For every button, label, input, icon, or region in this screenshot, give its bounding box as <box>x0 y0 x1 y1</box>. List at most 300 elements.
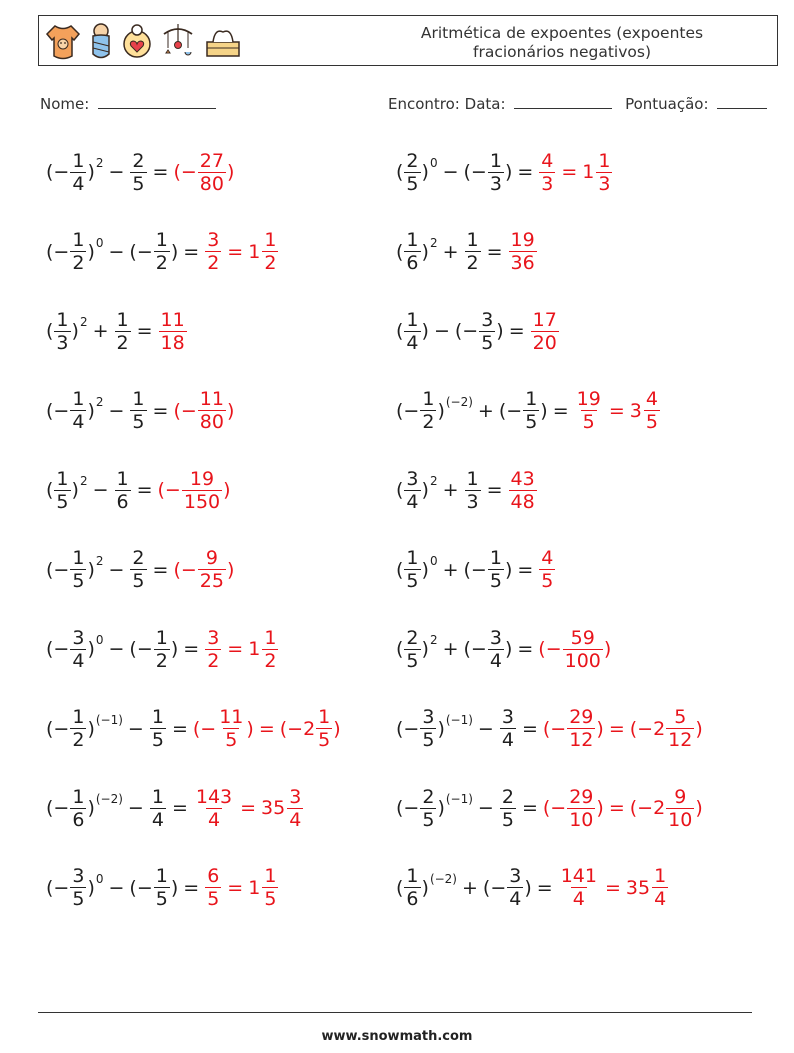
problem-12 <box>396 545 556 595</box>
problem-20 <box>396 863 669 913</box>
answer-fraction <box>575 388 603 433</box>
fraction <box>420 786 436 831</box>
answer-fraction <box>194 786 234 831</box>
answer-paren: (− <box>173 161 197 183</box>
answer-fraction <box>539 547 555 592</box>
denominator: 5 <box>406 570 419 592</box>
problem-4 <box>396 227 538 277</box>
paren: ) <box>421 479 429 501</box>
paren: ) <box>421 320 429 342</box>
answer-paren: ) <box>596 797 604 819</box>
exponent: 2 <box>79 474 88 488</box>
fraction <box>404 468 420 513</box>
numerator: 3 <box>481 308 494 331</box>
fraction <box>150 706 166 751</box>
bodysuit-icon <box>45 22 81 62</box>
paren: (− <box>463 558 487 581</box>
answer-paren: ) <box>226 161 235 183</box>
numerator: 17 <box>532 308 557 331</box>
denominator: 5 <box>225 729 238 751</box>
denominator: 4 <box>654 888 667 910</box>
fraction <box>500 706 516 751</box>
denominator: 25 <box>199 570 224 592</box>
denominator: 10 <box>569 808 594 831</box>
paren: ) <box>421 161 429 183</box>
numerator: 27 <box>199 149 224 172</box>
denominator: 6 <box>406 888 419 910</box>
denominator: 150 <box>183 490 221 513</box>
paren: (− <box>463 161 487 183</box>
denominator: 4 <box>289 808 302 831</box>
answer-paren: ) <box>603 638 612 660</box>
denominator: 20 <box>532 331 557 354</box>
numerator: 4 <box>541 547 554 569</box>
paren: ( <box>396 240 404 263</box>
denominator: 3 <box>56 331 69 354</box>
paren: ) <box>524 876 532 899</box>
paren: ) <box>421 240 429 263</box>
fraction <box>54 468 70 513</box>
answer-paren: (−2 <box>629 797 666 819</box>
denominator: 5 <box>318 729 331 751</box>
whole-part: 35 <box>625 876 651 899</box>
denominator: 2 <box>155 649 168 672</box>
paren: ) <box>437 797 445 819</box>
numerator: 19 <box>189 467 215 490</box>
paren: (− <box>46 717 70 740</box>
exponent: (−1) <box>445 712 473 727</box>
answer-fraction <box>159 309 187 354</box>
denominator: 2 <box>264 649 277 672</box>
footer-divider <box>38 1012 752 1013</box>
exponent: 0 <box>95 871 104 886</box>
paren: ( <box>396 320 404 342</box>
operator: − <box>433 320 450 342</box>
denominator: 5 <box>264 888 277 910</box>
paren: ) <box>504 638 513 660</box>
paren: ( <box>396 479 404 501</box>
paren: ( <box>46 320 54 342</box>
fraction <box>404 627 420 672</box>
date-label: Data: <box>464 95 506 113</box>
answer-paren: (− <box>173 558 197 581</box>
icon-strip <box>45 22 243 62</box>
denominator: 2 <box>72 729 85 751</box>
operator: = <box>183 876 200 899</box>
numerator: 1 <box>72 149 85 172</box>
answer-paren: ) <box>695 717 703 740</box>
operator: = <box>227 638 244 660</box>
problem-9 <box>46 465 231 515</box>
numerator: 1 <box>264 865 277 887</box>
operator: = <box>227 240 244 263</box>
fraction <box>70 388 86 433</box>
denominator: 4 <box>509 888 522 910</box>
paren: (− <box>46 638 70 660</box>
answer-fraction <box>539 150 555 195</box>
paren: ) <box>87 717 95 740</box>
answer-fraction <box>596 150 612 195</box>
paren: (− <box>454 320 479 342</box>
numerator: 1 <box>116 308 129 331</box>
answer-paren: (− <box>157 479 181 501</box>
exponent: 2 <box>95 553 104 568</box>
answer-fraction <box>567 786 595 831</box>
numerator: 2 <box>422 785 435 808</box>
fraction <box>54 309 70 354</box>
answer-fraction <box>198 388 226 433</box>
fraction <box>465 468 481 513</box>
numerator: 19 <box>576 388 601 410</box>
numerator: 3 <box>422 706 435 728</box>
crib-mobile-icon <box>161 22 195 62</box>
paren: ) <box>437 717 445 740</box>
denominator: 5 <box>72 570 85 592</box>
paren: ) <box>504 161 513 183</box>
numerator: 2 <box>406 149 419 172</box>
numerator: 1 <box>406 308 419 331</box>
exponent: 2 <box>429 474 438 488</box>
answer-fraction <box>567 706 595 751</box>
operator: = <box>171 797 188 819</box>
numerator: 3 <box>72 865 85 887</box>
denominator: 5 <box>525 411 538 433</box>
footer-url[interactable]: www.snowmath.com <box>321 1029 473 1044</box>
numerator: 1 <box>155 865 168 887</box>
paren: ) <box>87 161 95 183</box>
numerator: 3 <box>509 865 522 887</box>
operator: = <box>608 399 625 422</box>
fraction <box>479 309 495 354</box>
paren: ) <box>87 876 95 899</box>
numerator: 1 <box>155 229 168 251</box>
denominator: 5 <box>406 172 419 195</box>
numerator: 1 <box>151 785 164 808</box>
answer-paren: (−2 <box>629 717 666 740</box>
numerator: 1 <box>525 388 538 410</box>
paren: (− <box>129 638 153 660</box>
answer-fraction <box>559 865 599 910</box>
denominator: 5 <box>207 888 220 910</box>
denominator: 100 <box>564 649 601 672</box>
problem-14 <box>396 624 611 674</box>
problem-8 <box>396 386 661 436</box>
paren: ) <box>87 558 95 581</box>
denominator: 5 <box>56 490 69 513</box>
denominator: 5 <box>151 729 164 751</box>
numerator: 43 <box>510 467 535 490</box>
denominator: 2 <box>155 252 168 274</box>
exponent: 0 <box>95 633 104 647</box>
fraction <box>115 309 131 354</box>
operator: = <box>486 479 503 501</box>
operator: + <box>477 399 494 422</box>
paren: ) <box>170 876 179 899</box>
paren: (− <box>46 797 70 819</box>
operator: + <box>442 240 459 263</box>
answer-fraction <box>563 627 603 672</box>
operator: + <box>92 320 109 342</box>
answer-fraction <box>531 309 559 354</box>
paren: ( <box>396 161 404 183</box>
denominator: 2 <box>466 252 479 274</box>
operator: = <box>561 161 578 183</box>
numerator: 141 <box>560 865 597 887</box>
problem-17 <box>46 783 304 833</box>
numerator: 1 <box>151 706 164 728</box>
problem-5 <box>46 306 188 356</box>
denominator: 5 <box>132 570 145 592</box>
problem-19 <box>46 863 279 913</box>
answer-fraction <box>509 229 537 274</box>
operator: = <box>521 797 538 819</box>
fraction <box>488 547 504 592</box>
exponent: 2 <box>95 156 104 170</box>
paren: (− <box>482 876 507 899</box>
denominator: 5 <box>582 411 595 433</box>
paren: (− <box>498 399 523 422</box>
operator: = <box>152 161 169 183</box>
operator: − <box>127 797 144 819</box>
swaddled-baby-icon <box>89 22 113 62</box>
denominator: 6 <box>72 808 85 831</box>
denominator: 5 <box>541 570 554 592</box>
exponent: 0 <box>95 235 104 250</box>
answer-paren: ) <box>226 558 235 581</box>
denominator: 5 <box>406 649 419 672</box>
numerator: 1 <box>422 388 435 410</box>
fraction <box>465 229 481 274</box>
problem-6 <box>396 306 560 356</box>
operator: − <box>108 638 125 660</box>
fraction <box>420 706 436 751</box>
paren: ) <box>504 558 513 581</box>
exponent: (−2) <box>95 792 123 806</box>
date-blank[interactable] <box>514 94 612 109</box>
denominator: 2 <box>72 252 85 274</box>
exponent: (−1) <box>95 712 123 727</box>
operator: = <box>171 717 188 740</box>
fraction <box>70 229 86 274</box>
fraction <box>523 388 539 433</box>
answer-fraction <box>217 706 245 751</box>
paren: (− <box>129 240 153 263</box>
numerator: 2 <box>132 149 145 172</box>
denominator: 2 <box>207 252 220 274</box>
fraction <box>500 786 516 831</box>
paren: (− <box>129 876 153 899</box>
denominator: 4 <box>72 411 85 433</box>
numerator: 3 <box>207 229 220 251</box>
denominator: 4 <box>572 888 585 910</box>
operator: = <box>486 240 503 263</box>
exponent: 0 <box>429 553 438 568</box>
denominator: 6 <box>406 252 419 274</box>
operator: = <box>152 558 169 581</box>
fraction <box>70 150 86 195</box>
baby-bib-icon <box>121 22 153 62</box>
paren: ( <box>396 876 404 899</box>
paren: (− <box>46 558 70 581</box>
operator: − <box>108 240 125 263</box>
denominator: 5 <box>489 570 502 592</box>
problem-15 <box>46 704 341 754</box>
answer-fraction <box>205 229 221 274</box>
denominator: 5 <box>132 172 145 195</box>
numerator: 3 <box>72 626 85 649</box>
answer-paren: (− <box>542 717 567 740</box>
fraction <box>420 388 436 433</box>
denominator: 5 <box>481 331 494 354</box>
score-label: Pontuação: <box>625 95 709 113</box>
numerator: 1 <box>489 547 502 569</box>
whole-part: 1 <box>248 240 261 263</box>
numerator: 1 <box>72 388 85 410</box>
operator: − <box>127 717 144 740</box>
operator: − <box>108 876 125 899</box>
problem-3 <box>46 227 279 277</box>
denominator: 4 <box>72 172 85 195</box>
operator: = <box>136 320 153 342</box>
answer-fraction <box>262 229 278 274</box>
numerator: 1 <box>318 706 331 728</box>
denominator: 4 <box>501 729 514 751</box>
problem-11 <box>46 545 234 595</box>
denominator: 5 <box>72 888 85 910</box>
numerator: 4 <box>645 388 658 410</box>
exponent: (−1) <box>445 792 473 806</box>
paren: (− <box>396 399 420 422</box>
answer-paren: ) <box>226 399 235 422</box>
exponent: 0 <box>429 156 438 170</box>
paren: (− <box>46 876 70 899</box>
operator: = <box>604 876 621 899</box>
answer-fraction <box>205 865 221 910</box>
operator: = <box>183 240 200 263</box>
denominator: 3 <box>489 172 502 195</box>
operator: − <box>108 558 125 581</box>
denominator: 5 <box>422 729 435 751</box>
operator: = <box>517 558 534 581</box>
operator: = <box>152 399 169 422</box>
paren: ) <box>421 876 429 899</box>
paren: ) <box>87 638 95 660</box>
name-label: Nome: <box>40 95 90 113</box>
numerator: 4 <box>541 149 554 172</box>
operator: = <box>183 638 200 660</box>
fraction <box>70 706 86 751</box>
problem-2 <box>396 147 613 197</box>
numerator: 1 <box>155 626 168 649</box>
answer-paren: ) <box>246 717 254 740</box>
numerator: 11 <box>160 308 185 331</box>
numerator: 1 <box>406 865 419 887</box>
denominator: 2 <box>264 252 277 274</box>
numerator: 1 <box>72 547 85 569</box>
answer-fraction <box>316 706 332 751</box>
fraction <box>70 786 86 831</box>
numerator: 29 <box>569 706 594 728</box>
denominator: 4 <box>406 490 419 513</box>
operator: − <box>442 161 459 183</box>
denominator: 12 <box>569 729 594 751</box>
answer-fraction <box>652 865 668 910</box>
numerator: 6 <box>207 865 220 887</box>
operator: = <box>517 161 534 183</box>
exponent: 2 <box>95 394 104 409</box>
paren: (− <box>46 399 70 422</box>
numerator: 1 <box>598 149 611 172</box>
paren: ) <box>71 479 79 501</box>
numerator: 1 <box>116 467 129 490</box>
fraction <box>154 229 170 274</box>
numerator: 2 <box>406 626 419 649</box>
numerator: 1 <box>132 388 145 410</box>
score-blank[interactable] <box>717 94 767 109</box>
exponent: 2 <box>79 315 88 329</box>
paren: ) <box>87 797 95 819</box>
fraction <box>404 229 420 274</box>
operator: = <box>608 797 625 819</box>
paren: ) <box>87 399 95 422</box>
answer-paren: ) <box>223 479 231 501</box>
fraction <box>404 309 420 354</box>
exponent: (−2) <box>445 394 473 409</box>
paren: ) <box>540 399 548 422</box>
numerator: 11 <box>199 388 224 410</box>
answer-paren: ) <box>333 717 341 740</box>
denominator: 4 <box>207 808 221 831</box>
name-blank[interactable] <box>98 94 216 109</box>
fraction <box>404 865 420 910</box>
answer-paren: ) <box>695 797 703 819</box>
operator: + <box>442 479 459 501</box>
numerator: 3 <box>489 626 502 649</box>
numerator: 11 <box>219 706 244 728</box>
fraction <box>130 150 146 195</box>
operator: = <box>608 717 625 740</box>
paren: (− <box>396 797 420 819</box>
encounter-field <box>388 94 767 113</box>
answer-fraction <box>262 865 278 910</box>
numerator: 19 <box>510 229 535 251</box>
paren: ( <box>396 638 404 660</box>
operator: + <box>442 638 459 660</box>
paren: ) <box>170 638 179 660</box>
fraction <box>130 547 146 592</box>
denominator: 36 <box>510 252 535 274</box>
whole-part: 1 <box>248 876 261 899</box>
paren: ) <box>170 240 179 263</box>
numerator: 1 <box>72 229 85 251</box>
numerator: 9 <box>674 785 687 808</box>
operator: = <box>258 717 275 740</box>
answer-fraction <box>205 627 221 672</box>
numerator: 1 <box>72 706 85 728</box>
denominator: 5 <box>422 808 435 831</box>
denominator: 4 <box>72 649 85 672</box>
operator: = <box>227 876 244 899</box>
problem-7 <box>46 386 234 436</box>
problem-13 <box>46 624 279 674</box>
numerator: 1 <box>56 467 69 490</box>
exponent: 2 <box>429 633 438 647</box>
exponent: 2 <box>429 235 438 250</box>
fraction <box>70 865 86 910</box>
denominator: 4 <box>151 808 164 831</box>
answer-fraction <box>644 388 660 433</box>
fraction <box>70 547 86 592</box>
